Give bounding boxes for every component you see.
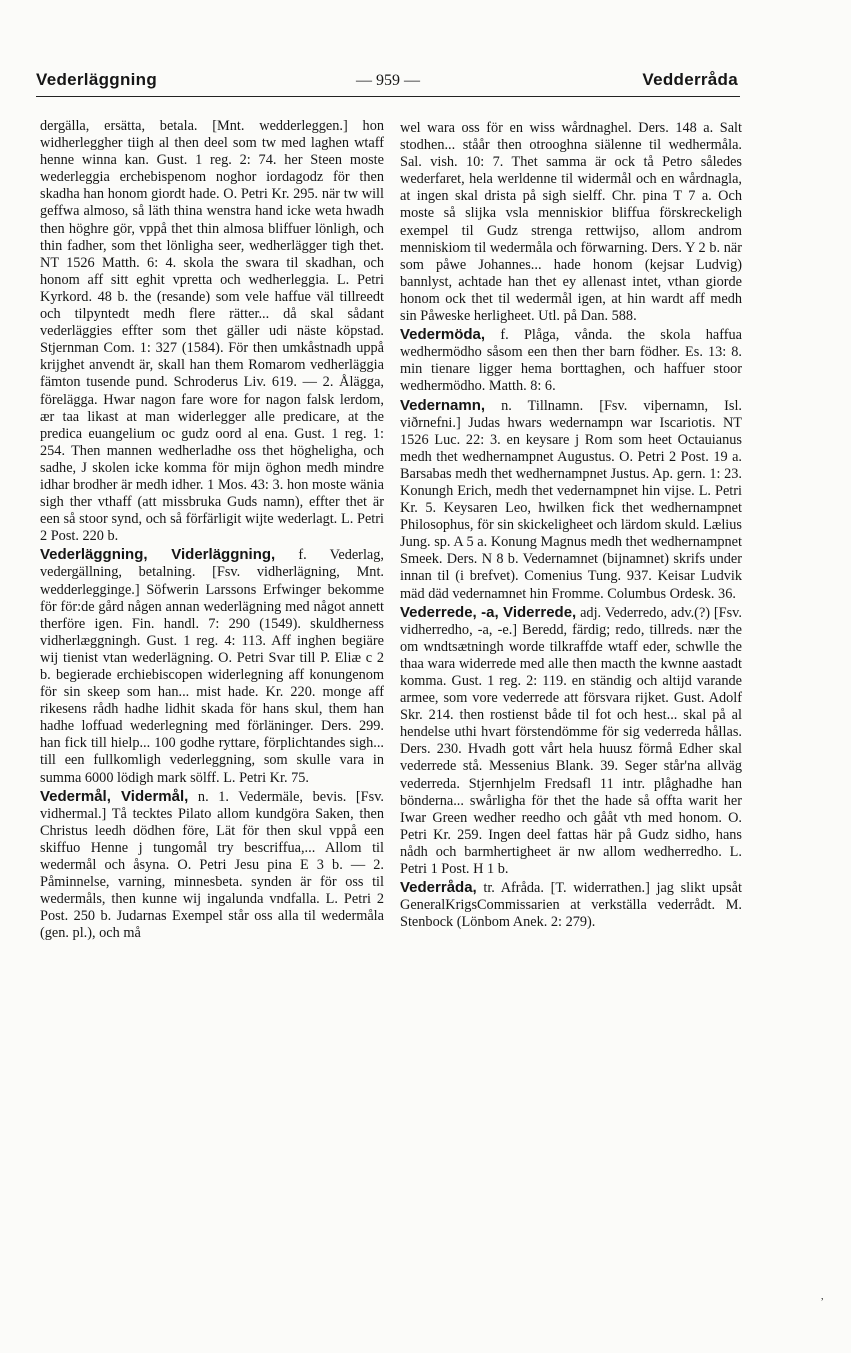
entry-body: adj. Vederredo, adv.(?) [Fsv. vidherredho, -a, -e.] Beredd, färdig; redo, tillreds. nær the om wndtsætningh worde tilkraffde wtaff eder, schwlle the thaa wara widerrede med alle then macth the kwnne aastadt komma. Gust. 1 reg. 2: 119. en ständig och altijd varande armee, som vore vederrede att försvara rijket. Gust. Adolf Skr. 214. then rostienst både til fot och hest... skal på al hendelse uthi hvart förstendömme för sig vederreda hållas. Ders. 230. Hvadh gott vårt hela huusz förmå Edher skal vederrede stå. Messenius Blank. 39. Seger står'na allväg vederreda. Stjernhjelm Fredsafl 11 intr. plåghadhe han bönderna... swårligha för thet the hade så offta warit her Iwar Green wedher reedho och gååt vth med honom. O. Petri Kr. 259. Ingen deel fattas här på Gudz sidho, hans nådh och barmhertigheet är nw allom wedherredho. L. Petri 1 Post. H 1 b. [400,604,742,878]
entry-vedermal [40,788,384,943]
entry-body: n. 1. Vedermäle, bevis. [Fsv. vidhermal.] Tå tecktes Pilato allom kundgöra Saken, then Christus leedh dödhen före, Lät för then skul vppå een skiffuo Henne j tungomål try bescriffua,... Allom til wedermål och åsyna. O. Petri Jesu pina E 3 b. — 2. Påminnelse, varning, minnesbeta. synden är för oss til wedermåls, then kunne wij ingalunda vndfalla. L. Petri 2 Post. 250 b. Judarnas Exempel står oss alla til wedermåla (gen. pl.), och må [40,788,384,942]
header-rule [36,96,740,97]
entry-body: f. Vederlag, vedergällning, betalning. [Fsv. vidherlägning, Mnt. wedderlegginge.] Söfwerin Larssons Erfwinger bekomme för för:de gård någen annan wederlägning med något annett therföre igen. Fin. handl. 7: 290 (1549). skuldherness vidherlæggningh. Gust. 1 reg. 4: 113. Aff inghen begiäre wij tienist vtan wederlägning. O. Petri Svar till P. Eliæ c 2 b. begierade erchiebiscopen widerlegning aff konungenom för sin skeep som han... mist hade. Kr. 220. monge aff rikesens rådh hadhe lidhit skada för hans skul, them han hadhe loffuad wederlegning med förläninger. Ders. 299. han fick till hielp... 100 godhe ryttare, förplichtandes sigh... till een fullkomligh vederleggning, som skulle vara in summa 6000 lödigh mark sölff. L. Petri Kr. 75. [40,547,384,786]
entry-vederrada [400,879,742,931]
headword: Vedermöda, [400,326,486,344]
entry-vederrede [400,604,742,879]
entry-continuation: dergälla, ersätta, betala. [Mnt. wedderleggen.] hon widherleggher tiigh al then deel som tw med laghen wtaff henne winna kan. Gust. 1 reg. 2: 74. her Steen moste wederleggia erchebispenom noghor iordagodz för then skadha han honom giordt hade. O. Petri Kr. 295. när tw will geffwa almoso, så läth thina wenstra hand icke weta hwadh then höghre gör, vppå thet thin almosa bliffuer lönligh, och thin fadher, som thet lönligha seer, wedherlägger tigh thet. NT 1526 Matth. 6: 4. skola the swara til skadhan, och honom aff sitt eghit vpretta och wedherleggia. L. Petri Kyrkord. 48 b. the (resande) som vele haffue väl tillreedt och tilpyntedt medh flere rätter... då skal sådant vederläggies effter som thet gäller udi näste köpstad. Stjernman Com. 1: 327 (1584). För then umkåstnadh uppå krijghet anvendt är, skall han them Romarom vedherläggia fämton tusende pund. Schroderus Liv. 619. — 2. Ålägga, förelägga. Hwar nagon fare wore for nagon falsk lerdom, ær taa likast at man widerlegger alle predicare, at the predica euangelium oc gudz oord al ena. Gust. 1 reg. 1: 254. Then mannen wedherladhe oss thet högheligha, och sadhe, J skolen icke komma för mijn öghon medh mindre idhar brodher är medh idher. 1 Mos. 43: 3. hon moste wänia sigh ther vthaff (att missbruka Guds namn), effter thet är een så stoor synd, och så förfärligit wijte wederlagt. L. Petri 2 Post. 220 b. [40,118,384,545]
headword: Vedermål, Vidermål, [40,787,189,805]
left-running-headword: Vederläggning [36,70,158,89]
entry-body: n. Tillnamn. [Fsv. viþernamn, Isl. viðrnefni.] Judas hwars wedernampn war Iscariotis. NT 1526 Luc. 22: 3. en keysare j Rom som heet Octauianus medh thet wedhernampnet Augustus. O. Petri 2 Post. 19 a. Barsabas medh thet wedhernampnet Justus. Ap. gern. 1: 23. Konungh Erich, medh thet vedernampnet hin vijse. L. Petri Kr. 5. Keysaren Leo, hwilken fick thet wedhernampnet Philosophus, för sin skickeligheet och lärdom skuld. Lælius Jung. sp. A 5 a. Konung Magnus medh thet wedhernampnet Smeek. Ders. N 8 b. Vedernamnet (bijnamnet) skrifs under innan til (i brefvet). Comenius Tung. 937. Keisar Ludvik mäd däd vedernamnet hin Fromme. Columbus Ordesk. 36. [400,397,742,602]
headword: Vederråda, [400,879,477,897]
entry-vedermoda [400,326,742,395]
right-running-headword: Vedderråda [642,70,738,89]
entry-body: tr. Afråda. [T. widerrathen.] jag slikt upsåt GeneralKrigsCommissarien at verkställa vederrådt. M. Stenbock (Lönbom Anek. 2: 279). [400,880,743,931]
entry-vederlaggning [40,546,384,786]
left-column [40,118,384,943]
right-column [400,120,742,931]
entry-vedernamn [400,397,742,603]
headword: Vederrede, -a, Viderrede, [400,603,577,621]
headword: Vederläggning, Viderläggning, [40,546,276,564]
entry-body: f. Plåga, vånda. the skola haffua wedhermödho såsom een then ther barn födher. Es. 13: 8. min tienare ligger hema borttaghen, och haffuer stoor wedhermödho. Matth. 8: 6. [400,327,742,395]
page-number: — 959 — [356,72,420,89]
headword: Vedernamn, [400,396,486,414]
margin-mark: , [821,1291,824,1302]
entry-continuation: wel wara oss för en wiss wårdnaghel. Ders. 148 a. Salt stodhen... ståår then otrooghna siälenne til wedhermåla. Sal. vish. 10: 7. Thet samma är ock tå Petro således wederfaret, hela werldenne til widermål och en wårdnagla, at ingen skal drista på sigh sielff. Chr. pina T 7 a. Och moste så slijka vsla menniskior bliffua förskreckeligh exempel til Gudz strenga rettwijso, allom androm menniskiom til wedermåla och förwarning. Ders. Y 2 b. när som påwe Johannes... hade honom (kejsar Ludvig) bannlyst, achtade han thet ey allenast intet, vthan giorde honom ock thet til wedermål igen, at hin wardt aff medh sin Påweske herligheet. Utl. på Dan. 588. [400,120,742,325]
